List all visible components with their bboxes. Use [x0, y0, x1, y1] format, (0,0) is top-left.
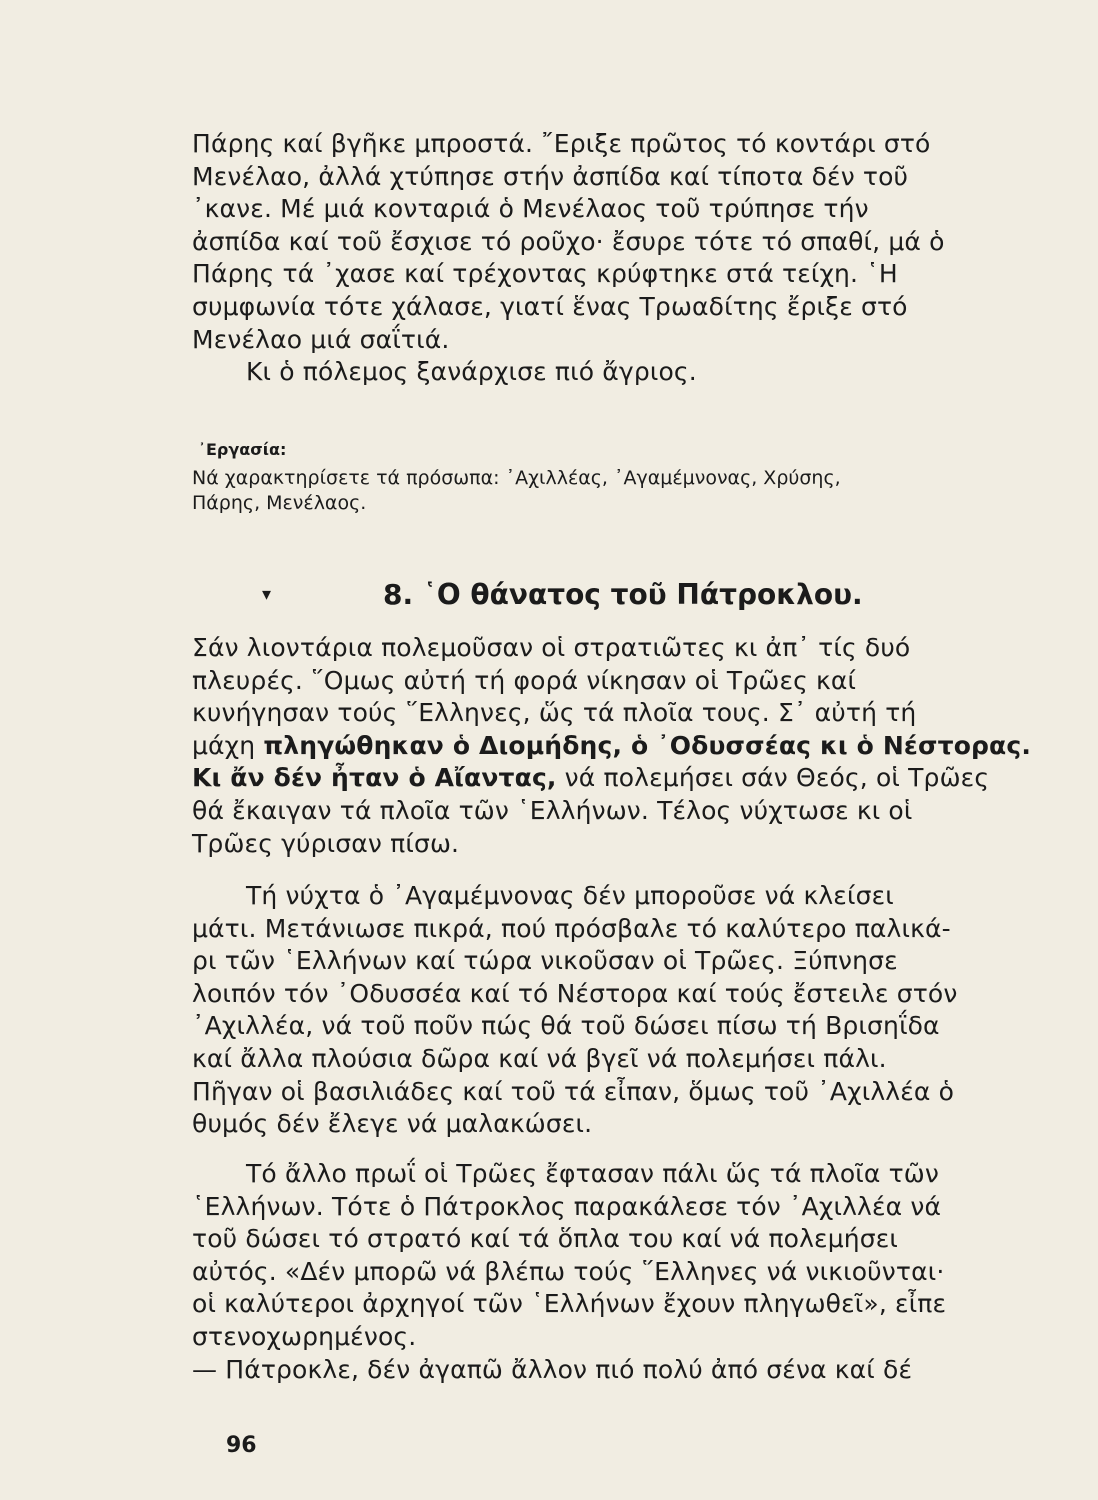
- bold-names: Κι ἄν δέν ἦταν ὁ Αἴαντας,: [192, 763, 557, 793]
- text-line: ρι τῶν ῾Ελλήνων καί τώρα νικοῦσαν οἱ Τρῶες. Ξύπνησε: [192, 946, 898, 976]
- stray-mark: ▾: [262, 584, 272, 605]
- text-segment: νά πολεμήσει σάν Θεός, οἱ Τρῶες: [556, 763, 990, 793]
- text-line: Μενέλαο μιά σαΐτιά.: [192, 324, 450, 354]
- dialogue-line: — Πάτροκλε, δέν ἀγαπῶ ἄλλον πιό πολύ ἀπό σένα καί δέ: [192, 1354, 913, 1384]
- text-line: [192, 730, 1047, 763]
- text-line: ἀσπίδα καί τοῦ ἔσχισε τό ροῦχο· ἔσυρε τότε τό σπαθί, μά ὁ: [192, 226, 945, 256]
- text-line: Τή νύχτα ὁ ᾽Αγαμέμνονας δέν μποροῦσε νά κλείσει: [246, 881, 894, 910]
- text-line: Πῆγαν οἱ βασιλιάδες καί τοῦ τά εἶπαν, ὅμως τοῦ ᾽Αχιλλέα ὁ: [192, 1076, 955, 1106]
- text-line: Τρῶες γύρισαν πίσω.: [192, 828, 460, 858]
- text-line: τοῦ δώσει τό στρατό καί τά ὅπλα του καί νά πολεμήσει: [192, 1224, 899, 1254]
- text-line: Μενέλαο, ἀλλά χτύπησε στήν ἀσπίδα καί τίποτα δέν τοῦ: [192, 161, 909, 191]
- text-line: κυνήγησαν τούς ῞Ελληνες, ὥς τά πλοῖα τους. Σ᾽ αὐτή τή: [192, 698, 917, 728]
- text-line: Σάν λιοντάρια πολεμοῦσαν οἱ στρατιῶτες κι ἀπ᾽ τίς δυό: [192, 633, 911, 662]
- exercise-line: Πάρης, Μενέλαος.: [192, 492, 367, 514]
- paragraph-1: [192, 632, 1047, 860]
- exercise-label: ᾿Εργασία:: [198, 440, 287, 459]
- text-line: αὐτός. «Δέν μπορῶ νά βλέπω τούς ῞Ελληνες νά νικιοῦνται·: [192, 1256, 945, 1286]
- text-line: ᾽κανε. Μέ μιά κονταριά ὁ Μενέλαος τοῦ τρύπησε τήν: [192, 194, 869, 224]
- text-line: Κι ὁ πόλεμος ξανάρχισε πιό ἄγριος.: [246, 357, 697, 387]
- exercise-line: Νά χαρακτηρίσετε τά πρόσωπα: ᾽Αχιλλέας, ᾽Αγαμέμνονας, Χρύσης,: [192, 467, 841, 489]
- text-line: Πάρης καί βγῆκε μπροστά. ῎Εριξε πρῶτος τό κοντάρι στό: [192, 129, 931, 158]
- bold-names: πληγώθηκαν ὁ Διομήδης, ὁ ᾽Οδυσσέας κι ὁ Νέστορας.: [263, 730, 1032, 760]
- chapter-title: 8. ῾Ο θάνατος τοῦ Πάτροκλου.: [383, 578, 863, 611]
- text-line: Τό ἄλλο πρωΐ οἱ Τρῶες ἔφτασαν πάλι ὥς τά πλοῖα τῶν: [246, 1159, 940, 1188]
- text-line: καί ἄλλα πλούσια δῶρα καί νά βγεῖ νά πολεμήσει πάλι.: [192, 1043, 887, 1073]
- page-number: 96: [226, 1433, 257, 1458]
- text-line: πλευρές. ῞Ομως αὐτή τή φορά νίκησαν οἱ Τρῶες καί: [192, 665, 857, 695]
- text-line: [192, 762, 1047, 795]
- paragraph-3: [192, 1158, 1047, 1386]
- text-line: μάτι. Μετάνιωσε πικρά, πού πρόσβαλε τό καλύτερο παλικά-: [192, 913, 951, 943]
- text-line: στενοχωρημένος.: [192, 1321, 417, 1351]
- text-line: λοιπόν τόν ᾽Οδυσσέα καί τό Νέστορα καί τούς ἔστειλε στόν: [192, 978, 958, 1008]
- text-line: ῾Ελλήνων. Τότε ὁ Πάτροκλος παρακάλεσε τόν ᾽Αχιλλέα νά: [192, 1191, 942, 1221]
- text-line: θά ἔκαιγαν τά πλοῖα τῶν ῾Ελλήνων. Τέλος νύχτωσε κι οἱ: [192, 795, 913, 825]
- text-line: θυμός δέν ἔλεγε νά μαλακώσει.: [192, 1109, 593, 1139]
- text-segment: μάχη: [192, 730, 264, 760]
- paragraph-2: [192, 880, 1047, 1141]
- opening-paragraph: [192, 128, 1047, 389]
- text-line: ᾽Αχιλλέα, νά τοῦ ποῦν πώς θά τοῦ δώσει πίσω τή Βρισηΐδα: [192, 1011, 940, 1041]
- text-line: συμφωνία τότε χάλασε, γιατί ἕνας Τρωαδίτης ἔριξε στό: [192, 291, 908, 321]
- text-line: οἱ καλύτεροι ἀρχηγοί τῶν ῾Ελλήνων ἔχουν πληγωθεῖ», εἶπε: [192, 1289, 947, 1319]
- text-line: Πάρης τά ᾽χασε καί τρέχοντας κρύφτηκε στά τείχη. ῾Η: [192, 259, 898, 289]
- exercise-text: [192, 466, 1047, 516]
